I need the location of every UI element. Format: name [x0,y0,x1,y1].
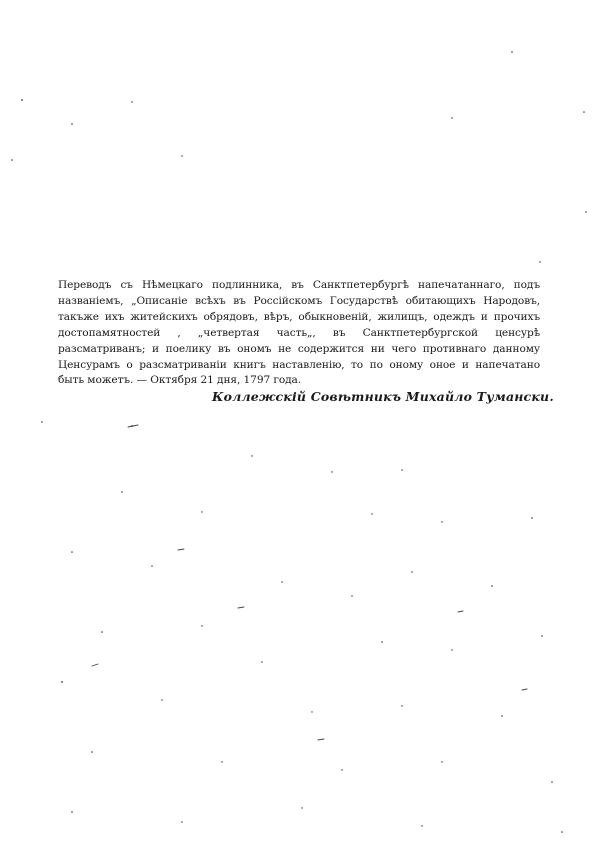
text-line: названіемъ, „Описаніе всѣхъ въ Россійскомъ Государствѣ обитающихъ Народовъ, [58,294,540,307]
text-line: такъже ихъ житейскихъ обрядовъ, вѣръ, обыкновеній, жилищъ, одеждъ и прочихъ [58,310,540,323]
text-line: Переводъ съ Нѣмецкаго подлинника, въ Санктпетербургѣ напечатаннаго, подъ [58,279,540,291]
censor-signature: Коллежскій Совѣтникъ Михайло Тумански. [212,389,554,404]
text-line: разсматриванъ; и поелику въ ономъ не содержится ни чего противнаго данному [58,342,540,355]
text-line: достопамятностей , „четвертая часть„, въ Санктпетербургской ценсурѣ [58,326,540,339]
text-line: Ценсурамъ о разсматриваніи книгъ наставленію, то по оному оное и напечатано [58,358,540,371]
censor-approval-text [58,278,540,389]
text-line: быть можетъ. — Октября 21 дня, 1797 года. [58,374,302,387]
